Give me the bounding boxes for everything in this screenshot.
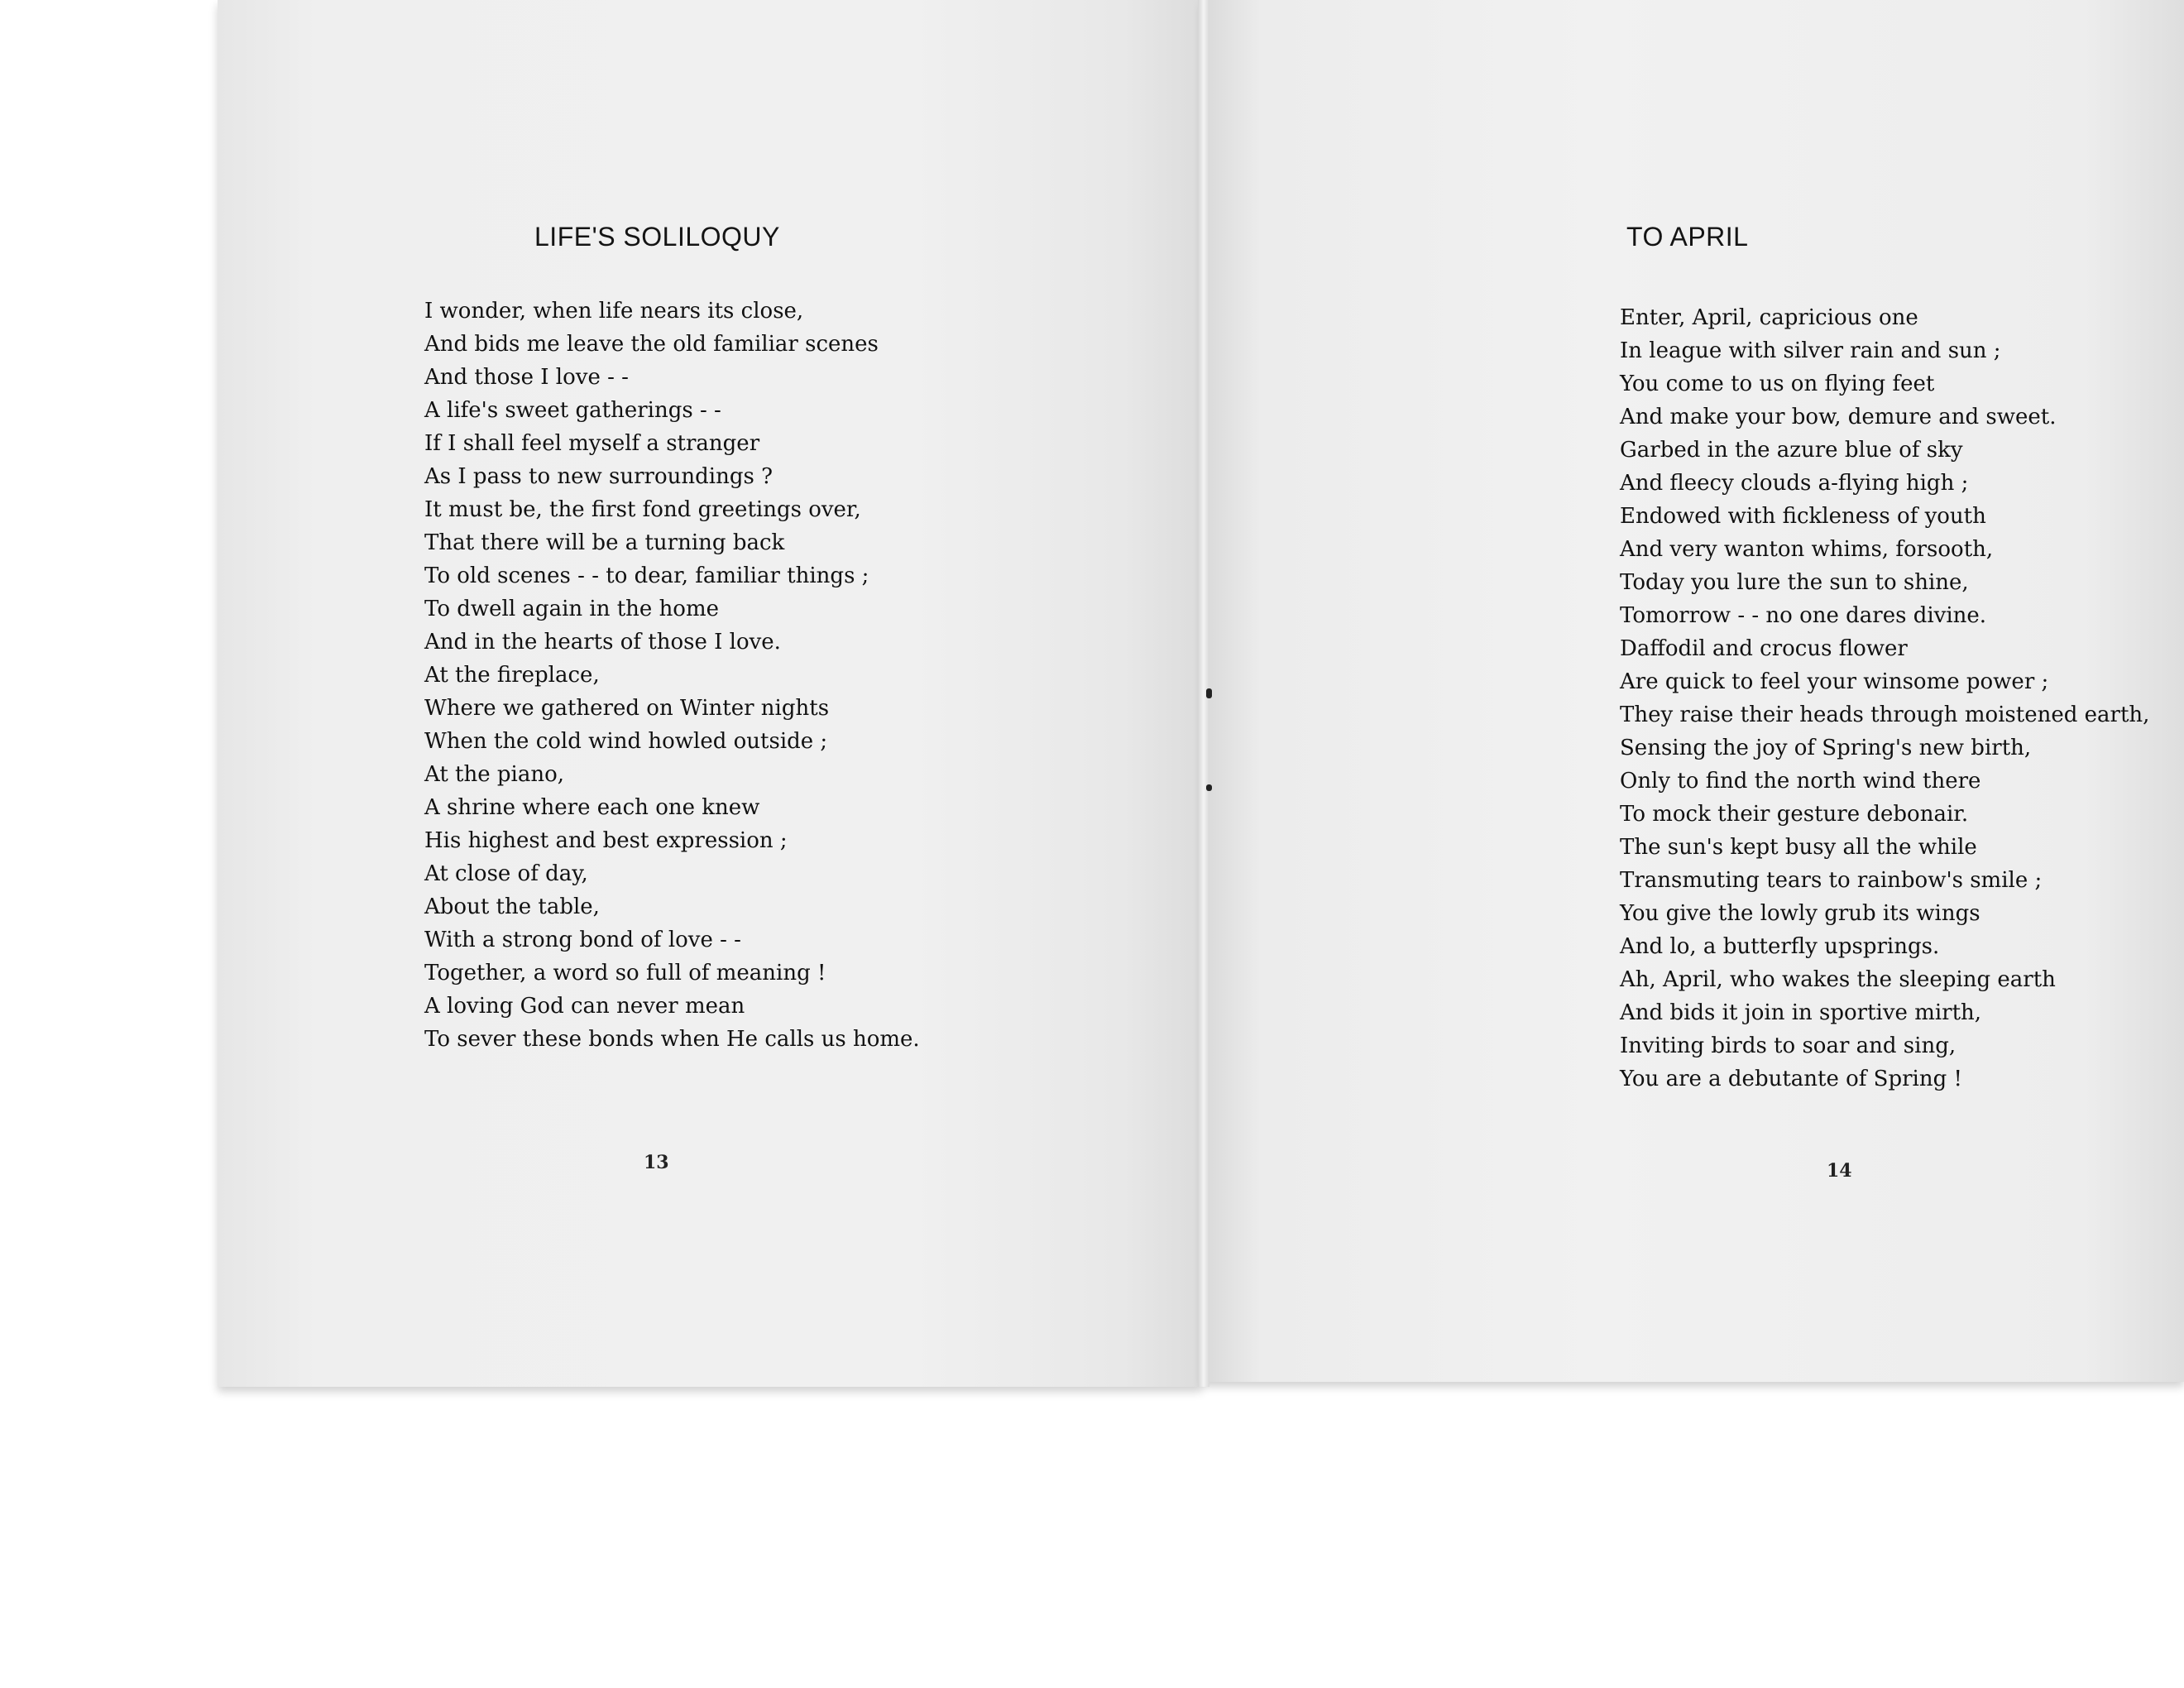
poem-line: I wonder, when life nears its close, <box>424 299 804 324</box>
poem-line: When the cold wind howled outside ; <box>424 729 828 754</box>
poem-line: A life's sweet gatherings - - <box>424 398 721 423</box>
poem-line: At the fireplace, <box>424 663 600 688</box>
poem-line: They raise their heads through moistened earth, <box>1620 703 2150 727</box>
poem-line: At close of day, <box>424 861 588 886</box>
poem-line: That there will be a turning back <box>424 530 785 555</box>
open-book <box>218 0 2184 1387</box>
poem-line: And bids it join in sportive mirth, <box>1620 1000 1982 1025</box>
poem-line: His highest and best expression ; <box>424 828 788 853</box>
poem-line: As I pass to new surroundings ? <box>424 464 774 489</box>
binding-staple <box>1206 688 1212 698</box>
binding-staple <box>1206 784 1212 791</box>
poem-line: You come to us on flying feet <box>1620 372 1935 396</box>
poem-line: And in the hearts of those I love. <box>424 630 781 655</box>
poem-line: Are quick to feel your winsome power ; <box>1620 669 2049 694</box>
poem-line: To old scenes - - to dear, familiar things ; <box>424 563 869 588</box>
poem-line: Transmuting tears to rainbow's smile ; <box>1620 868 2043 893</box>
poem-line: Daffodil and crocus flower <box>1620 636 1908 661</box>
poem-line: Where we gathered on Winter nights <box>424 696 830 721</box>
poem-body <box>424 295 920 1056</box>
poem-line: If I shall feel myself a stranger <box>424 431 760 456</box>
poem-line: To mock their gesture debonair. <box>1620 802 1969 827</box>
right-page <box>1202 0 2184 1382</box>
poem-line: And lo, a butterfly upsprings. <box>1620 934 1940 959</box>
poem-line: And fleecy clouds a-flying high ; <box>1620 471 1969 496</box>
poem-line: With a strong bond of love - - <box>424 928 741 952</box>
poem-body <box>1620 301 2149 1096</box>
poem-title: LIFE'S SOLILOQUY <box>534 222 780 252</box>
poem-line: Together, a word so full of meaning ! <box>424 961 826 985</box>
poem-line: Sensing the joy of Spring's new birth, <box>1620 736 2032 760</box>
page-number: 14 <box>1827 1160 1852 1182</box>
poem-line: Today you lure the sun to shine, <box>1620 570 1969 595</box>
poem-line: Tomorrow - - no one dares divine. <box>1620 603 1987 628</box>
poem-line: And those I love - - <box>424 365 629 390</box>
page-number: 13 <box>644 1152 669 1173</box>
poem-line: A loving God can never mean <box>424 994 745 1019</box>
poem-line: The sun's kept busy all the while <box>1620 835 1977 860</box>
poem-line: You give the lowly grub its wings <box>1620 901 1980 926</box>
poem-line: At the piano, <box>424 762 564 787</box>
poem-line: Ah, April, who wakes the sleeping earth <box>1620 967 2056 992</box>
poem-line: In league with silver rain and sun ; <box>1620 338 2001 363</box>
poem-line: About the table, <box>424 894 600 919</box>
poem-line: Enter, April, capricious one <box>1620 305 1918 330</box>
poem-line: Only to find the north wind there <box>1620 769 1981 794</box>
poem-line: Garbed in the azure blue of sky <box>1620 438 1963 463</box>
poem-line: Endowed with fickleness of youth <box>1620 504 1986 529</box>
poem-line: And very wanton whims, forsooth, <box>1620 537 1994 562</box>
poem-line: And make your bow, demure and sweet. <box>1620 405 2057 429</box>
poem-line: It must be, the first fond greetings over, <box>424 497 861 522</box>
left-page <box>218 0 1202 1387</box>
poem-line: And bids me leave the old familiar scenes <box>424 332 879 357</box>
poem-line: Inviting birds to soar and sing, <box>1620 1033 1956 1058</box>
poem-line: A shrine where each one knew <box>424 795 760 820</box>
poem-line: To sever these bonds when He calls us home. <box>424 1027 920 1052</box>
poem-line: You are a debutante of Spring ! <box>1620 1067 1962 1091</box>
poem-line: To dwell again in the home <box>424 597 720 621</box>
poem-title: TO APRIL <box>1626 222 1749 252</box>
